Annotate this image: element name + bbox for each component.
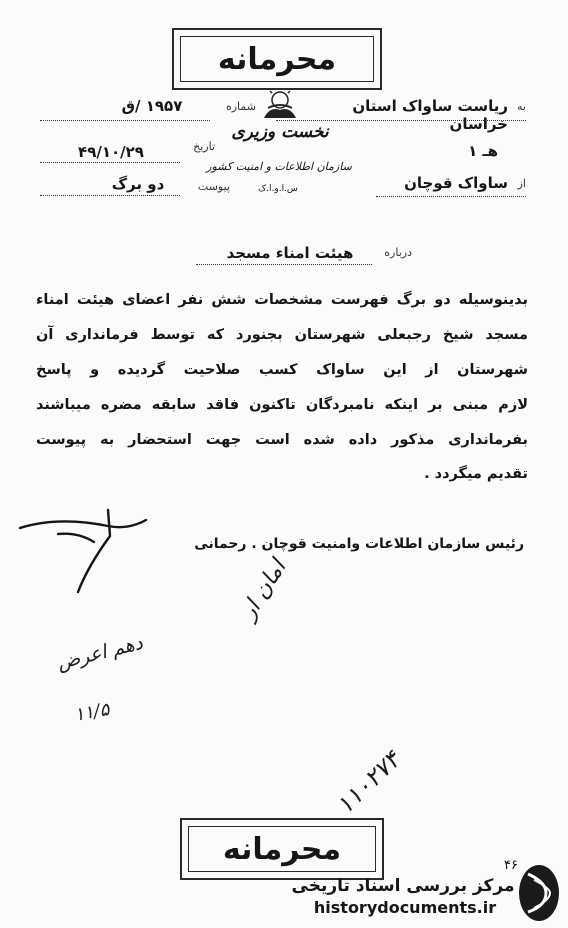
number-underline: [40, 120, 210, 121]
from-value: ساواک قوچان: [404, 174, 508, 192]
from-underline: [376, 196, 526, 197]
lion-and-sun-emblem-icon: [258, 88, 302, 124]
confidential-stamp-top: [172, 28, 382, 90]
attachment-value: دو برگ: [111, 175, 165, 193]
number-label: شماره: [225, 100, 256, 113]
subject-value: هیئت امناء مسجد: [226, 244, 354, 262]
emblem-sub: س.ا.و.ا.ک: [258, 184, 298, 194]
date-underline: [40, 162, 180, 163]
to-value: ریاست ساواک استان خراسان: [352, 97, 508, 133]
attachment-underline: [40, 195, 180, 196]
website-url: historydocuments.ir: [313, 898, 497, 917]
stamp-text: محرمانه: [188, 826, 376, 872]
handwritten-signature-icon: [18, 506, 168, 596]
body-line-6: تقدیم میگردد .: [424, 466, 528, 482]
emblem-title: نخست وزیری: [231, 122, 329, 142]
subject-underline: [196, 264, 372, 265]
date-label: تاریخ: [193, 140, 215, 153]
to-label: به: [517, 100, 526, 113]
signature-line: رئیس سازمان اطلاعات وامنیت قوچان . رحمانی: [194, 536, 524, 552]
handwritten-note-left-number: ۱۱/۵: [72, 699, 111, 726]
emblem-org: سازمان اطلاعات و امنیت کشور: [206, 160, 352, 173]
subject-label: درباره: [384, 246, 412, 259]
handwritten-note-right-number: ۱۱۰۲۷۴: [330, 745, 406, 820]
archive-logo-icon: [516, 862, 562, 924]
confidential-stamp-bottom: [180, 818, 384, 880]
body-line-1: بدینوسیله دو برگ فهرست مشخصات شش نفر اعضای هیئت امناء: [36, 292, 528, 308]
body-line-5: بفرمانداری مذکور داده شده است جهت استحضار به پیوست: [36, 432, 528, 448]
attachment-label: پیوست: [197, 180, 230, 193]
body-line-4: لازم مبنی بر اینکه نامبردگان تاکنون فاقد سابقه مضره میباشند: [36, 397, 528, 413]
page-number: ۴۶: [504, 858, 518, 873]
document-code: هـ ۱: [468, 142, 498, 160]
center-name: مرکز بررسی اسناد تاریخی: [291, 876, 515, 896]
number-value: ۱۹۵۷ /ق: [121, 97, 183, 115]
handwritten-note-right: امان ار: [235, 555, 292, 624]
date-value: ۴۹/۱۰/۲۹: [78, 143, 144, 161]
body-line-3: شهرستان از این ساواک کسب صلاحیت گردیده و پاسخ: [36, 362, 528, 378]
from-label: از: [517, 177, 526, 190]
body-line-2: مسجد شیخ رجبعلی شهرستان بجنورد که توسط فرمانداری آن: [36, 327, 528, 343]
stamp-text: محرمانه: [180, 36, 374, 82]
to-underline: [276, 120, 526, 121]
handwritten-note-left: دهم اعرض: [54, 631, 145, 675]
